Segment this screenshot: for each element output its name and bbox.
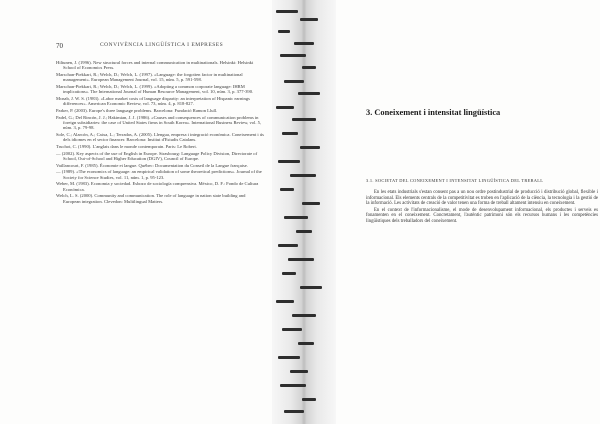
gutter-mark bbox=[282, 328, 302, 331]
gutter-mark bbox=[300, 18, 318, 21]
gutter-mark bbox=[292, 314, 316, 317]
reference-entry: Mcnab, J. W. S. (1983). «Labor market costs of language disparity: an interpretation of Hispanic earnings differences». American Economic Review, vol. 73, núm. 4, p. 818-827. bbox=[56, 96, 250, 107]
gutter-mark bbox=[276, 300, 294, 303]
gutter-mark bbox=[280, 384, 306, 387]
reference-entry: Marschan-Piekkari, R.; Welch, D.; Welch, L. (1999). «Adopting a common corporate language: IHRM implications». The International Journal of Human Resource Management, vol. 10, núm. 3, p. 377-390. bbox=[56, 84, 254, 95]
binding-gutter bbox=[272, 0, 336, 424]
gutter-mark bbox=[278, 244, 298, 247]
left-page bbox=[0, 0, 270, 424]
page-number: 70 bbox=[56, 42, 63, 50]
gutter-mark bbox=[288, 258, 314, 261]
gutter-mark bbox=[298, 92, 320, 95]
gutter-mark bbox=[284, 80, 304, 83]
gutter-mark bbox=[282, 272, 296, 275]
reference-entry: Padel, G.; Del Rincón, J. J.; Hakimian, J. J. (1986). «Causes and consequences of communication problems in foreign subsidiaries: the case of United States firms in South Korea». International Business Review, vol. 5, núm. 3, p. 79-98. bbox=[56, 114, 262, 131]
gutter-mark bbox=[302, 398, 316, 401]
reference-list bbox=[56, 60, 264, 205]
section-heading: 3.1. SOCIETAT DEL CONEIXEMENT I INTENSITAT LINGÜÍSTICA DEL TREBALL bbox=[366, 178, 544, 183]
reference-entry: Vaillancourt, F. (1985). Économie et langue. Québec: Documentation du Conseil de la Langue française. bbox=[56, 162, 248, 168]
reference-entry: Welch, L. S. (2000). Community and communication. The role of language in nation state building and European integration. Clevedon: Multilingual Matters. bbox=[56, 193, 246, 204]
gutter-mark bbox=[282, 132, 298, 135]
reference-entry: Marschan-Piekkari, R.; Welch, D.; Welch, L. (1997). «Language: the forgotten factor in multinational management». European Management Journal, vol. 15, núm. 5, p. 591-598. bbox=[56, 72, 243, 83]
chapter-title: 3. Coneixement i intensitat lingüística bbox=[366, 108, 501, 117]
reference-entry: — (1989). «The economics of language: an empirical validation of some theoretical predictions». Journal of the Society for Science Studies, vol. 11, núm. 1, p. 95-123. bbox=[56, 169, 262, 180]
gutter-mark bbox=[284, 216, 308, 219]
gutter-mark bbox=[280, 54, 306, 57]
reference-entry: Sole, C.; Alarcón, A.; Caixa, L.; Terradas, A. (2005). Llengua, empresa i integració econòmica. Coneixement i ús dels idiomes en el sector financer. Barcelona: Institut d'Estudis Catalans. bbox=[56, 132, 264, 143]
reference-entry: Truchot, C. (1990). L'anglais dans le monde contemporain. Paris: Le Robert. bbox=[56, 144, 197, 149]
reference-entry: Parker, P. (2003). Europe's three language problems. Barcelona: Fundació Ramon Llull. bbox=[56, 108, 218, 113]
gutter-mark bbox=[300, 146, 320, 149]
gutter-mark bbox=[302, 202, 320, 205]
gutter-mark bbox=[298, 342, 314, 345]
gutter-mark bbox=[294, 42, 314, 45]
body-text bbox=[366, 190, 598, 226]
gutter-mark bbox=[302, 66, 316, 69]
gutter-mark bbox=[292, 118, 316, 121]
gutter-mark bbox=[290, 370, 308, 373]
gutter-mark bbox=[278, 356, 300, 359]
gutter-mark bbox=[276, 106, 294, 109]
gutter-mark bbox=[296, 230, 312, 233]
reference-entry: Hiltunen, J. (1996). New structural forces and internal communication in multinationals. Helsinki: Helsinki School of Economics Press. bbox=[56, 60, 254, 71]
gutter-mark bbox=[276, 10, 298, 13]
body-paragraph: En el context de l'informacionalisme, el mode de desenvolupament informacional, els productes i serveis es fonamenten en el coneixement. Concretament, l'autèntic patrimoni són els recursos humans i les competències lingüístiques dels treballadors del coneixement. bbox=[366, 207, 598, 224]
reference-entry: — (2002). Key aspects of the use of English in Europe. Strasbourg: Language Policy Division, Directorate of School, Out-of-School and Higher Education (DGIV), Council of Europe. bbox=[56, 150, 258, 161]
gutter-mark bbox=[290, 174, 316, 177]
gutter-mark bbox=[300, 286, 322, 289]
gutter-mark bbox=[284, 410, 304, 413]
reference-entry: Weber, M. (1983). Economia y sociedad. Esbozo de sociología comprensiva. México, D. F.: Fondo de Cultura Económica. bbox=[56, 181, 259, 192]
gutter-mark bbox=[278, 30, 290, 33]
running-head: CONVIVÈNCIA LINGÜÍSTICA I EMPRESES bbox=[100, 42, 224, 48]
gutter-mark bbox=[278, 160, 300, 163]
body-paragraph: En les etats industrials s'estan consent pas a un nou ordre postindustrial de producció i distribució global, flexible i informacional. Els elements centrals de la competitivitat es troben en l'aplicació de la ciència, la tecnologia i la gestió de la informació. Les activitats de creació de valor tenen una forma de treball altament intensiu en coneixement. bbox=[366, 190, 598, 207]
gutter-mark bbox=[280, 188, 294, 191]
right-page bbox=[336, 0, 600, 424]
